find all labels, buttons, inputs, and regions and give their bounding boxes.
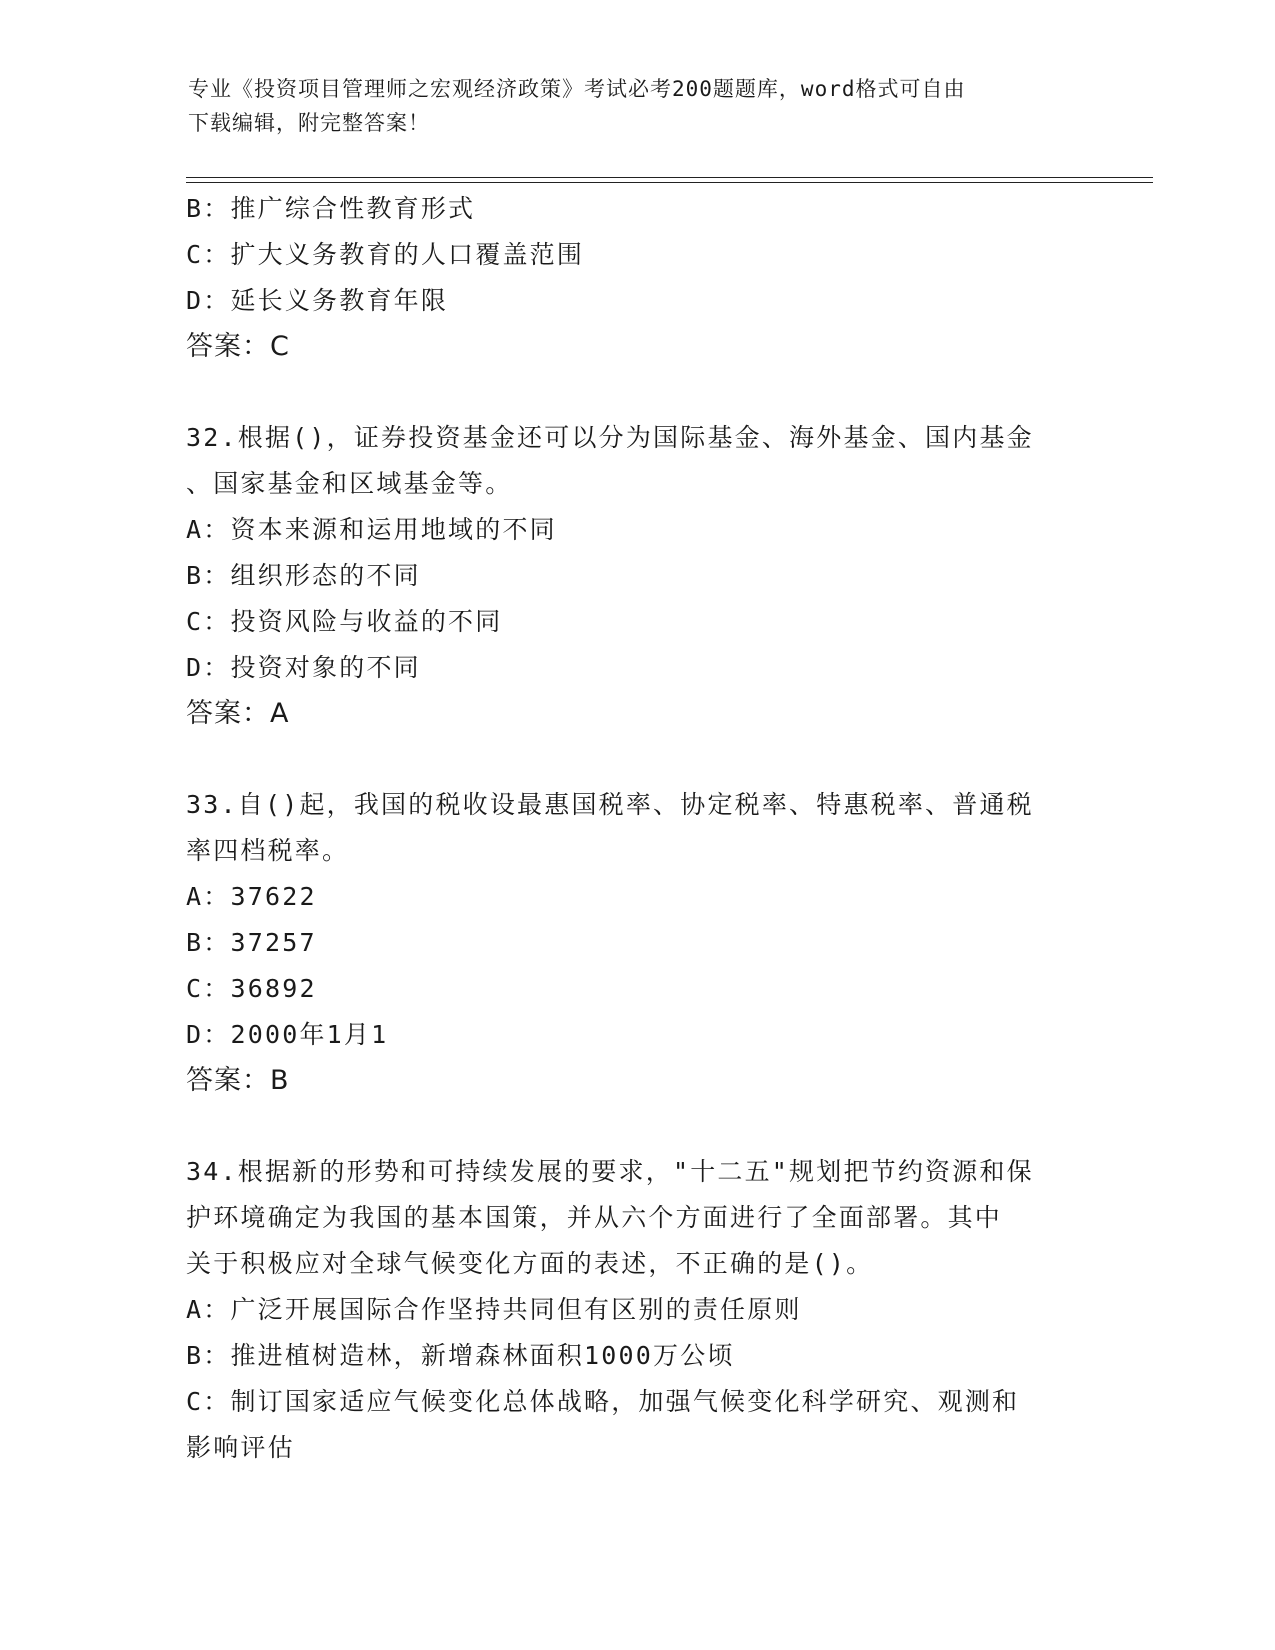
header-divider-top	[186, 177, 1153, 178]
option-b: B：组织形态的不同	[186, 561, 421, 590]
question-stem-line: 34.根据新的形势和可持续发展的要求，"十二五"规划把节约资源和保	[186, 1157, 1034, 1186]
question-stem-line: 、国家基金和区域基金等。	[186, 469, 513, 498]
option-d: D：延长义务教育年限	[186, 286, 449, 315]
option-b: B：推广综合性教育形式	[186, 194, 476, 223]
option-d: D：2000年1月1	[186, 1020, 389, 1049]
option-b: B：37257	[186, 928, 317, 957]
question-stem-line: 关于积极应对全球气候变化方面的表述，不正确的是()。	[186, 1249, 874, 1278]
question-33	[186, 782, 1086, 1104]
option-c: C：36892	[186, 974, 317, 1003]
header-line-2: 下载编辑，附完整答案！	[188, 111, 430, 135]
option-c: C：扩大义务教育的人口覆盖范围	[186, 240, 585, 269]
document-body	[186, 186, 1086, 1471]
option-d: D：投资对象的不同	[186, 653, 421, 682]
question-32	[186, 415, 1086, 737]
question-stem-line: 33.自()起，我国的税收设最惠国税率、协定税率、特惠税率、普通税	[186, 790, 1034, 819]
document-header	[188, 72, 1068, 140]
option-b: B：推进植树造林，新增森林面积1000万公顷	[186, 1341, 735, 1370]
option-c-continued: 影响评估	[186, 1433, 295, 1462]
option-a: A：广泛开展国际合作坚持共同但有区别的责任原则	[186, 1295, 802, 1324]
answer: 答案：B	[186, 1065, 290, 1096]
answer: 答案：A	[186, 698, 290, 729]
option-c: C：投资风险与收益的不同	[186, 607, 503, 636]
question-stem-line: 32.根据()，证券投资基金还可以分为国际基金、海外基金、国内基金	[186, 423, 1034, 452]
question-34	[186, 1149, 1086, 1471]
question-stem-line: 护环境确定为我国的基本国策，并从六个方面进行了全面部署。其中	[186, 1203, 1003, 1232]
header-line-1: 专业《投资项目管理师之宏观经济政策》考试必考200题题库，word格式可自由	[188, 77, 966, 101]
option-a: A：资本来源和运用地域的不同	[186, 515, 557, 544]
answer: 答案：C	[186, 331, 290, 362]
option-c: C：制订国家适应气候变化总体战略，加强气候变化科学研究、观测和	[186, 1387, 1020, 1416]
header-divider-bottom	[186, 182, 1153, 183]
question-stem-line: 率四档税率。	[186, 836, 350, 865]
question-31-continued	[186, 186, 1086, 370]
option-a: A：37622	[186, 882, 317, 911]
